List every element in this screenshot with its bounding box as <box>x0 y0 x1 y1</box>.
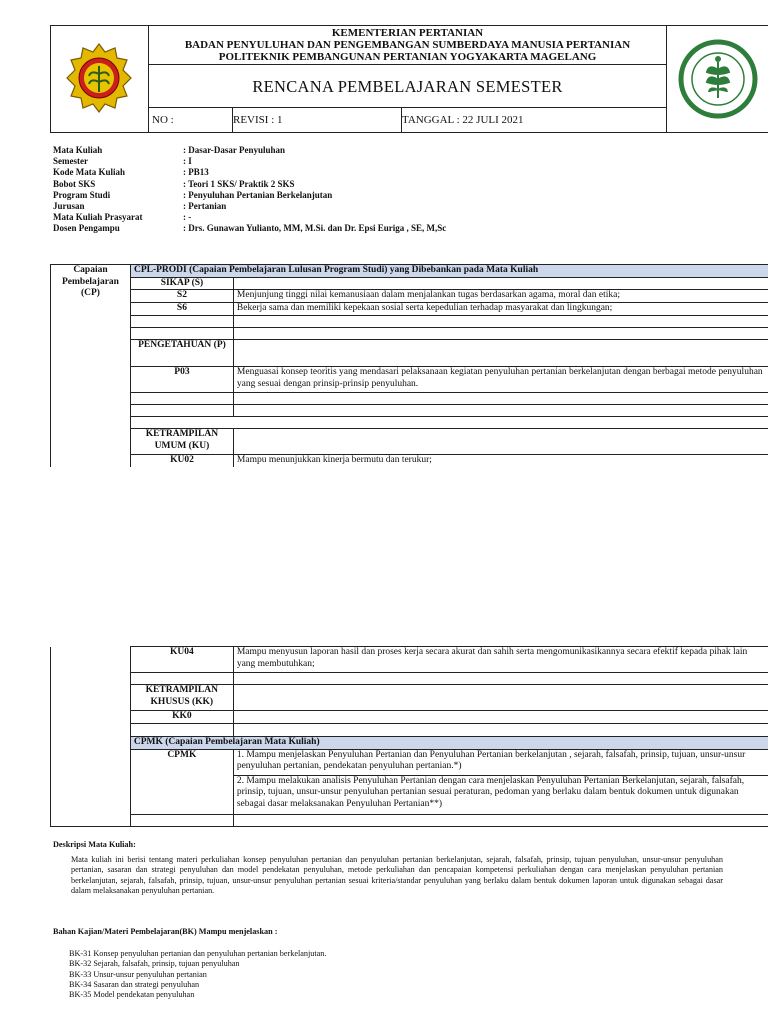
cpl-prodi-header: CPL-PRODI (Capaian Pembelajaran Lulusan Program Studi) yang Dibebankan pada Mata Kuliah <box>130 265 768 278</box>
document-header <box>50 25 768 133</box>
info-row <box>53 201 483 212</box>
s6-text: Bekerja sama dan memiliki kepekaan sosial serta kepedulian terhadap masyarakat dan lingkungan; <box>233 303 768 316</box>
info-value: : Teori 1 SKS/ Praktik 2 SKS <box>183 178 295 189</box>
empty-cell <box>233 814 768 826</box>
empty-cell <box>233 673 768 685</box>
cpmk-1-text: 1. Mampu menjelaskan Penyuluhan Pertanian dan Penyuluhan Pertanian berkelanjutan , sejarah, falsafah, prinsip, tujuan, unsur-unsur penyuluhan pertanian, pendekatan penyuluhan pertanian.*) <box>233 749 768 775</box>
sikap-heading: SIKAP (S) <box>130 277 233 290</box>
empty-cell <box>233 277 768 290</box>
empty-cell <box>130 328 233 340</box>
empty-cell <box>130 814 233 826</box>
empty-cell <box>130 405 233 417</box>
title-text: RENCANA PEMBELAJARAN SEMESTER <box>252 77 563 96</box>
cpmk-label: CPMK <box>130 749 233 814</box>
materials-heading: Bahan Kajian/Materi Pembelajaran(BK) Mampu menjelaskan : <box>53 927 278 936</box>
ku02-text: Mampu menunjukkan kinerja bermutu dan terukur; <box>233 455 768 467</box>
empty-cell <box>233 724 768 737</box>
p03-text: Menguasai konsep teoritis yang mendasari pelaksanaan kegiatan penyuluhan pertanian berkelanjutan dengan berbagai metode penyuluhan yang sesuai dengan prinsip-prinsip penyuluhan. <box>233 367 768 393</box>
agency-line: BADAN PENYULUHAN DAN PENGEMBANGAN SUMBERDAYA MANUSIA PERTANIAN <box>184 39 631 51</box>
ku04-text: Mampu menyusun laporan hasil dan proses kerja secara akurat dan sahih serta mengomunikasikannya secara efektif kepada pihak lain yang membutuhkan; <box>233 647 768 673</box>
p03-code: P03 <box>130 367 233 393</box>
header-center <box>149 26 666 132</box>
empty-cell <box>130 724 233 737</box>
ku02-code: KU02 <box>130 455 233 467</box>
description-text: Mata kuliah ini berisi tentang materi perkuliahan konsep penyuluhan pertanian dan penyuluhan pertanian berkelanjutan, sejarah, falsafah, prinsip, tujuan penyuluhan, unsur-unsur penyuluhan pertanian, sasaran dan strategi penyuluhan dan model pendekatan penyuluhan, metode perkuliahan dan pencapaian kompetensi perkuliahan dengan cara menjelaskan penyuluhan pertanian berkelanjutan, sejarah, falsafah, prinsip, tujuan, unsur-unsur penyuluhan pertanian sesuai kriteria/standar penyuluhan yang berlaku dalam bentuk dokumen laporan untuk digunakan sebagai dasar dalam melaksanakan penyuluhan pertanian. <box>71 854 723 895</box>
study-materials <box>53 927 326 1000</box>
empty-cell <box>233 711 768 724</box>
empty-cell <box>130 673 233 685</box>
kementan-logo-icon <box>51 26 149 132</box>
info-key: Dosen Pengampu <box>53 223 120 234</box>
info-value: : I <box>183 156 192 167</box>
ku04-code: KU04 <box>130 647 233 673</box>
cpmk-2-text: 2. Mampu melakukan analisis Penyuluhan Pertanian dengan cara menjelaskan Penyuluhan Pertanian Berkelanjutan, sejarah, falsafah, prinsip, tujuan, unsur-unsur penyuluhan pertanian sesuai peraturan, pedoman yang berlaku dalam bentuk dokumen untuk digunakan sebagai dasar melaksanakan Penyuluhan Pertanian**) <box>233 775 768 814</box>
empty-cell <box>233 316 768 328</box>
description-heading: Deskripsi Mata Kuliah: <box>53 840 136 849</box>
info-row <box>53 167 483 178</box>
cp-label: Capaian Pembelajaran (CP) <box>61 265 119 298</box>
empty-cell <box>130 316 233 328</box>
tanggal-field: TANGGAL : 22 JULI 2021 <box>402 114 524 126</box>
list-item: BK-32 Sejarah, falsafah, prinsip, tujuan penyuluhan <box>69 959 240 969</box>
info-key: Jurusan <box>53 201 85 212</box>
info-row <box>53 223 483 234</box>
revisi-field: REVISI : 1 <box>230 108 402 132</box>
kk0-code: KK0 <box>130 711 233 724</box>
empty-cell <box>233 685 768 711</box>
s2-code: S2 <box>130 290 233 303</box>
info-row <box>53 156 483 167</box>
info-key: Bobot SKS <box>53 178 96 189</box>
list-item: BK-34 Sasaran dan strategi penyuluhan <box>69 979 200 989</box>
info-key: Program Studi <box>53 189 111 200</box>
empty-cell <box>130 393 233 405</box>
info-value: : Dasar-Dasar Penyuluhan <box>183 145 286 155</box>
kk-heading: KETRAMPILAN KHUSUS (KK) <box>130 685 233 711</box>
info-value: : Drs. Gunawan Yulianto, MM, M.Si. dan Dr. Epsi Euriga , SE, M,Sc <box>183 223 447 234</box>
empty-cell <box>233 328 768 340</box>
info-key: Mata Kuliah <box>53 145 103 155</box>
info-key: Semester <box>53 156 88 167</box>
info-value: : Penyuluhan Pertanian Berkelanjutan <box>183 189 333 200</box>
polytechnic-line: POLITEKNIK PEMBANGUNAN PERTANIAN YOGYAKARTA MAGELANG <box>218 51 597 63</box>
empty-cell <box>233 340 768 367</box>
materials-list <box>69 949 326 1000</box>
pengetahuan-heading: PENGETAHUAN (P) <box>130 340 233 367</box>
cp-label-cell <box>51 265 131 467</box>
cp-table-bottom <box>50 646 768 827</box>
info-key: Kode Mata Kuliah <box>53 167 126 178</box>
info-row <box>53 145 483 156</box>
document-meta <box>149 107 666 132</box>
organization-name <box>149 26 666 63</box>
course-description <box>53 840 723 897</box>
info-value: : PB13 <box>183 167 209 178</box>
info-row <box>53 179 483 190</box>
empty-cell <box>233 405 768 417</box>
spacer <box>130 417 768 429</box>
s6-code: S6 <box>130 303 233 316</box>
course-info <box>53 145 483 235</box>
info-value: : - <box>183 212 192 223</box>
s2-text: Menjunjung tinggi nilai kemanusiaan dalam menjalankan tugas berdasarkan agama, moral dan etika; <box>233 290 768 303</box>
cp-table-top <box>50 264 768 467</box>
info-value: : Pertanian <box>183 201 227 212</box>
polbangtan-logo-icon <box>666 26 768 132</box>
list-item: BK-31 Konsep penyuluhan pertanian dan penyuluhan pertanian berkelanjutan. <box>69 949 327 959</box>
empty-cell <box>233 429 768 455</box>
no-field: NO : <box>149 108 233 132</box>
info-row <box>53 212 483 223</box>
info-key: Mata Kuliah Prasyarat <box>53 212 143 223</box>
list-item: BK-33 Unsur-unsur penyuluhan pertanian <box>69 969 207 979</box>
empty-cell <box>233 393 768 405</box>
cpmk-header: CPMK (Capaian Pembelajaran Mata Kuliah) <box>130 737 768 750</box>
ministry-line: KEMENTERIAN PERTANIAN <box>331 27 484 39</box>
cp-label-continued <box>51 647 131 827</box>
info-row <box>53 190 483 201</box>
ku-heading: KETRAMPILAN UMUM (KU) <box>130 429 233 455</box>
list-item: BK-35 Model pendekatan penyuluhan <box>69 990 195 1000</box>
